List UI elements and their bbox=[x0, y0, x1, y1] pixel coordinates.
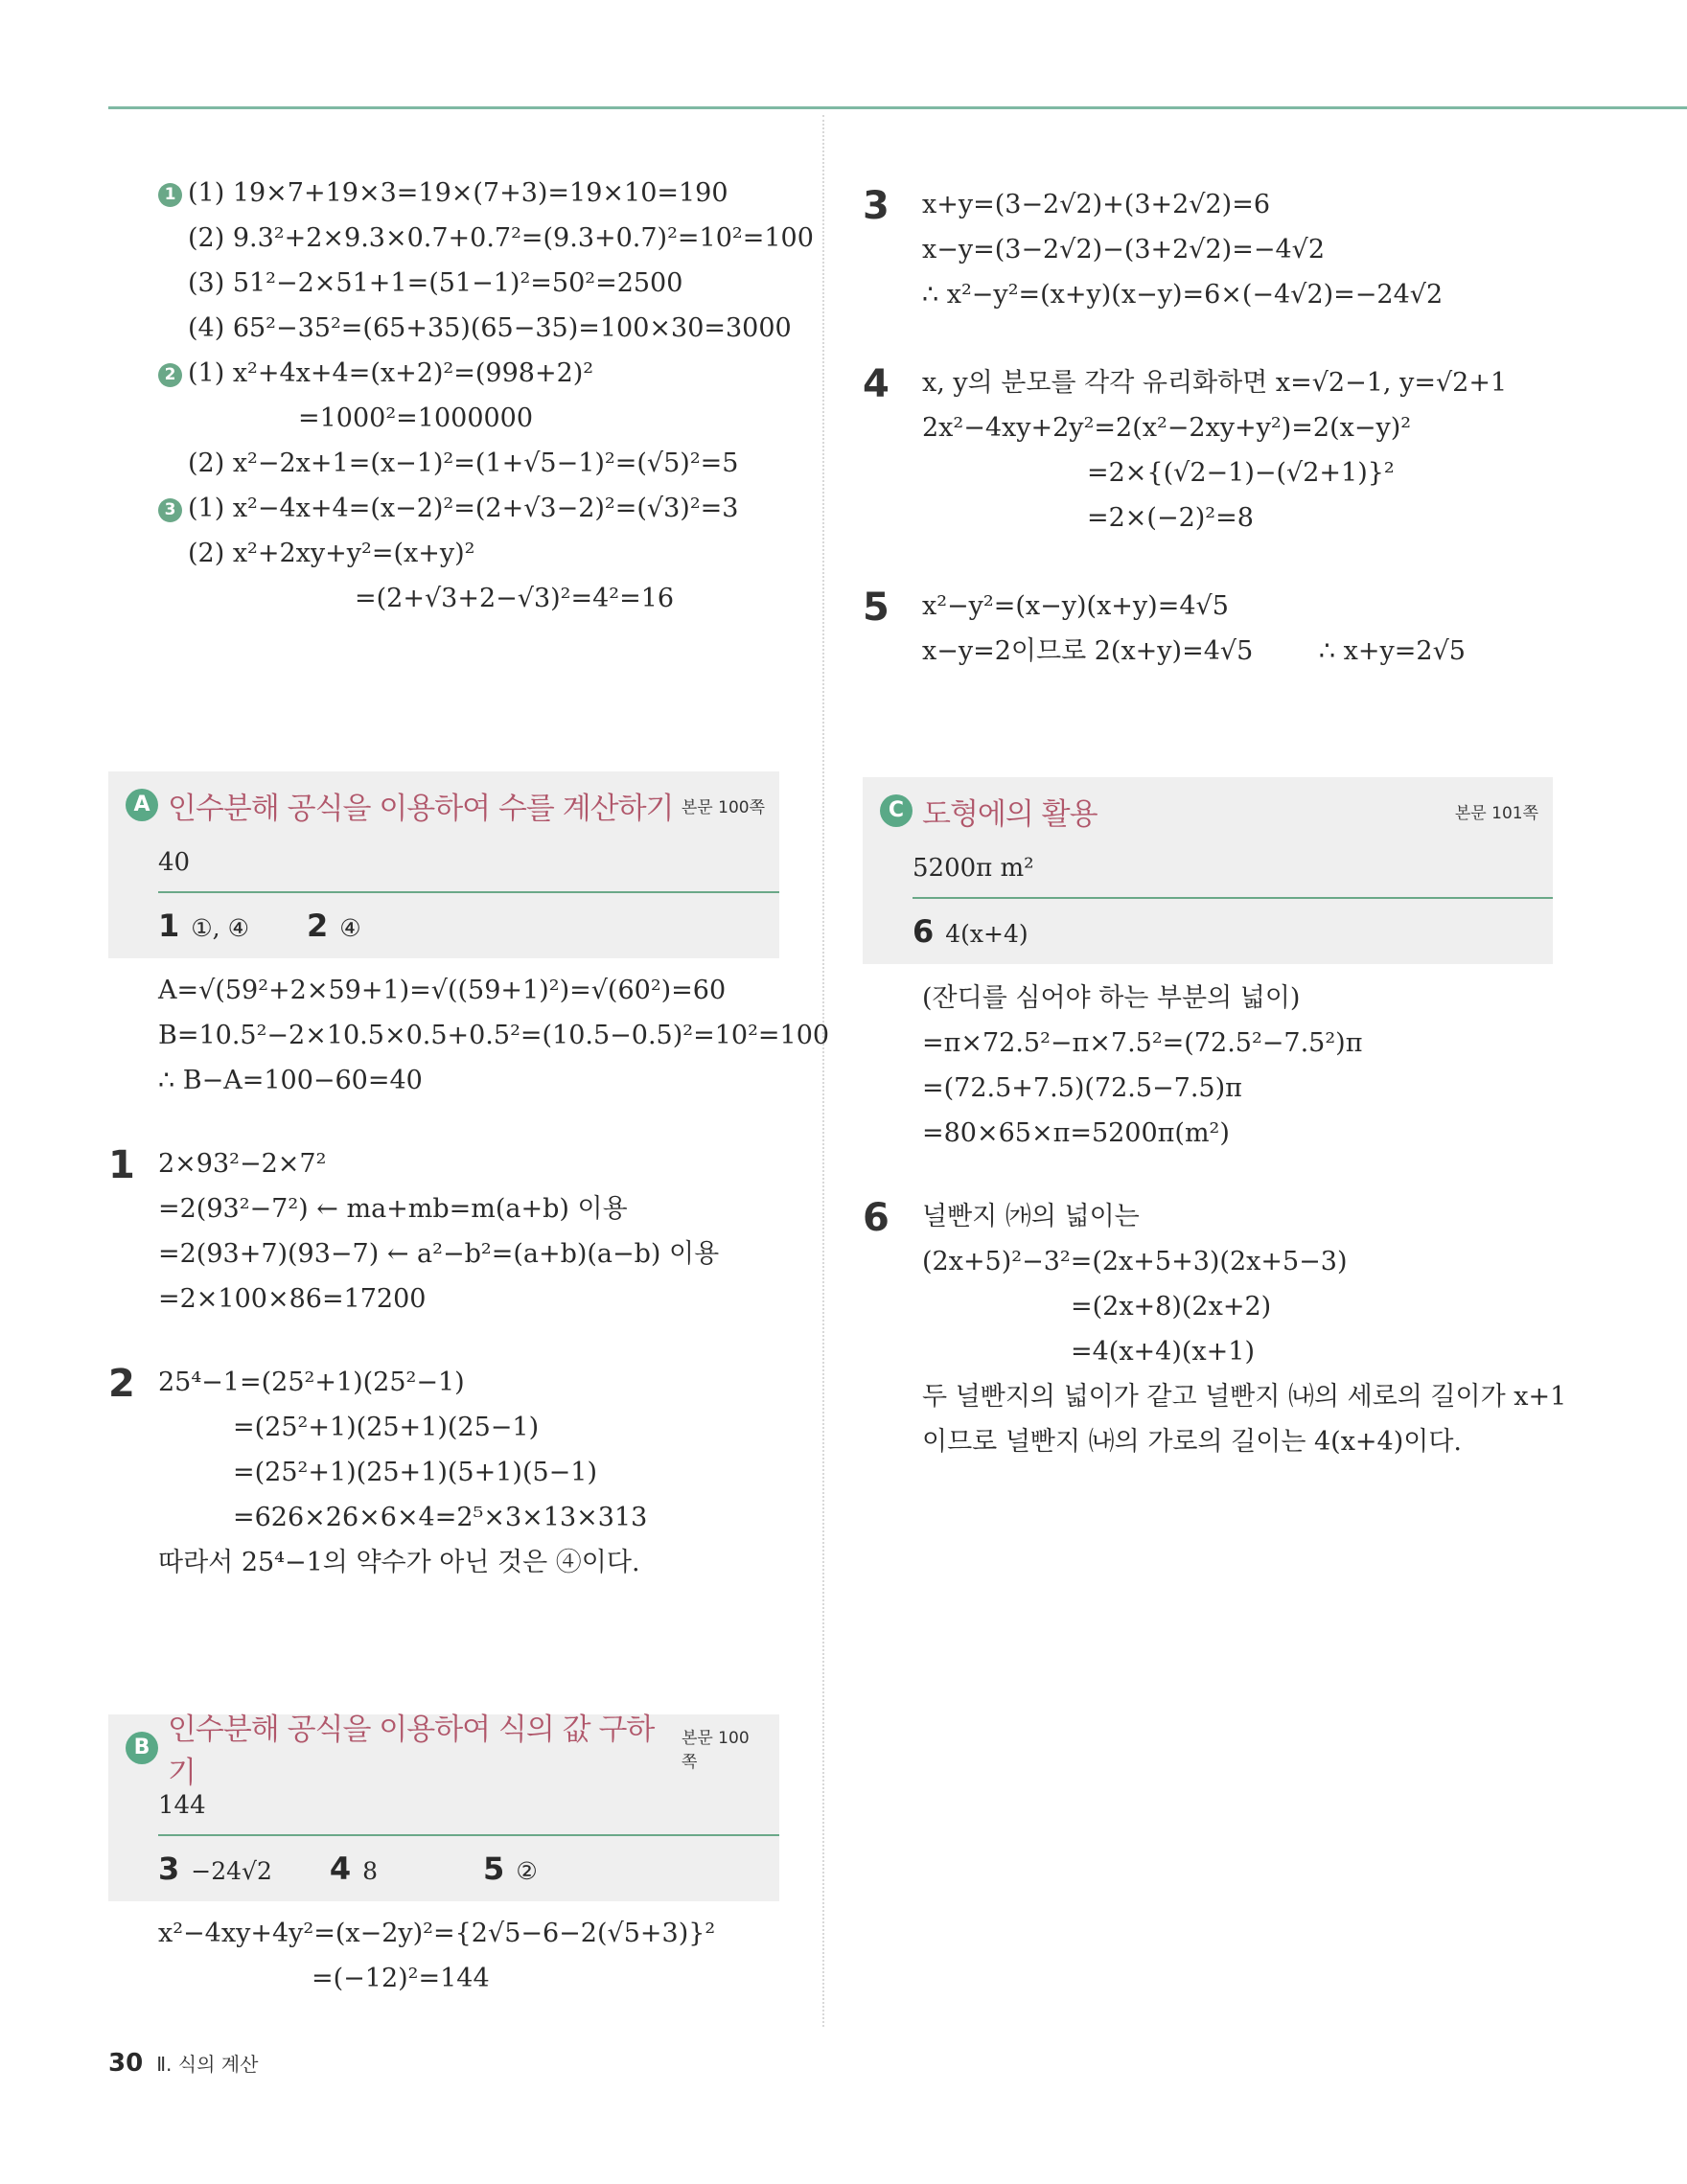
problem-5-number: 5 bbox=[863, 586, 890, 630]
problem-3-line: x−y=(3−2√2)−(3+2√2)=−4√2 bbox=[922, 235, 1326, 264]
intro-1-1: (1) 19×7+19×3=19×(7+3)=19×10=190 bbox=[188, 178, 728, 208]
problem-6 bbox=[863, 1194, 1567, 1464]
problem-6-line: 널빤지 ㈎의 넓이는 bbox=[922, 1202, 1140, 1231]
answer-num: 5 bbox=[483, 1851, 505, 1887]
section-a-answer: 40 bbox=[158, 848, 191, 877]
problem-1-line: =2(93+7)(93−7) ← a²−b²=(a+b)(a−b) 이용 bbox=[158, 1239, 720, 1269]
intro-2-1: (1) x²+4x+4=(x+2)²=(998+2)² bbox=[188, 358, 594, 388]
answer-item bbox=[158, 908, 249, 944]
problem-3-line: x+y=(3−2√2)+(3+2√2)=6 bbox=[922, 190, 1271, 219]
answer-item bbox=[307, 908, 361, 944]
answer-num: 4 bbox=[329, 1851, 352, 1887]
section-c-ref: 본문 101쪽 bbox=[1454, 803, 1538, 823]
answer-value: −24√2 bbox=[191, 1857, 272, 1885]
top-rule bbox=[108, 106, 1687, 109]
work-line: =(72.5+7.5)(72.5−7.5)π bbox=[922, 1073, 1242, 1103]
work-line: ∴ B−A=100−60=40 bbox=[158, 1066, 423, 1095]
answer-value: ①, ④ bbox=[191, 914, 249, 942]
problem-5 bbox=[863, 584, 1553, 674]
intro-solutions bbox=[108, 171, 814, 621]
section-a-work bbox=[108, 968, 830, 1103]
problem-6-number: 6 bbox=[863, 1196, 890, 1240]
problem-2-line: 따라서 25⁴−1의 약수가 아닌 것은 ④이다. bbox=[158, 1548, 640, 1577]
answer-num: 6 bbox=[913, 913, 935, 950]
problem-3 bbox=[863, 182, 1553, 317]
section-c-title: 도형에의 활용 bbox=[922, 796, 1098, 832]
problem-2-line: =626×26×6×4=2⁵×3×13×313 bbox=[233, 1503, 648, 1532]
answer-num: 1 bbox=[158, 908, 180, 944]
section-b-work bbox=[108, 1911, 779, 2001]
problem-6-line: =4(x+4)(x+1) bbox=[1071, 1337, 1255, 1367]
section-a-answers bbox=[108, 893, 779, 958]
problem-1-line: 2×93²−2×7² bbox=[158, 1149, 327, 1179]
section-a-badge: A bbox=[126, 789, 158, 821]
answer-value: 4(x+4) bbox=[945, 920, 1028, 948]
problem-5-line: x−y=2이므로 2(x+y)=4√5 ∴ x+y=2√5 bbox=[922, 636, 1466, 666]
section-b-title: 인수분해 공식을 이용하여 식의 값 구하기 bbox=[167, 1713, 655, 1790]
right-column bbox=[863, 172, 1567, 1464]
work-line: =80×65×π=5200π(m²) bbox=[922, 1118, 1230, 1148]
answer-num: 3 bbox=[158, 1851, 180, 1887]
section-a-title: 인수분해 공식을 이용하여 수를 계산하기 bbox=[168, 791, 674, 826]
problem-6-line: 두 널빤지의 넓이가 같고 널빤지 ㈏의 세로의 길이가 x+1 bbox=[922, 1382, 1567, 1412]
section-b-ref: 본문 100쪽 bbox=[681, 1729, 750, 1772]
section-b bbox=[108, 1714, 779, 1901]
intro-2-2: =1000²=1000000 bbox=[298, 403, 534, 433]
problem-6-line: 이므로 널빤지 ㈏의 가로의 길이는 4(x+4)이다. bbox=[922, 1427, 1462, 1457]
intro-2-3: (2) x²−2x+1=(x−1)²=(1+√5−1)²=(√5)²=5 bbox=[188, 448, 739, 478]
problem-2-number: 2 bbox=[108, 1362, 135, 1406]
problem-4-line: 2x²−4xy+2y²=2(x²−2xy+y²)=2(x−y)² bbox=[922, 413, 1412, 443]
problem-1-number: 1 bbox=[108, 1143, 135, 1187]
problem-2-line: =(25²+1)(25+1)(5+1)(5−1) bbox=[233, 1458, 597, 1487]
problem-6-line: (2x+5)²−3²=(2x+5+3)(2x+5−3) bbox=[922, 1247, 1348, 1276]
work-line: (잔디를 심어야 하는 부분의 넓이) bbox=[922, 983, 1301, 1013]
left-column bbox=[108, 172, 830, 2001]
intro-1-3: (3) 51²−2×51+1=(51−1)²=50²=2500 bbox=[188, 268, 683, 298]
problem-3-line: ∴ x²−y²=(x+y)(x−y)=6×(−4√2)=−24√2 bbox=[922, 280, 1444, 310]
answer-item bbox=[913, 913, 1028, 950]
answer-value: ② bbox=[516, 1857, 538, 1885]
section-a-ref: 본문 100쪽 bbox=[681, 797, 765, 817]
intro-1-2: (2) 9.3²+2×9.3×0.7+0.7²=(9.3+0.7)²=10²=100 bbox=[188, 223, 814, 253]
column-divider bbox=[822, 115, 824, 2027]
section-b-badge: B bbox=[126, 1732, 158, 1764]
work-line: =π×72.5²−π×7.5²=(72.5²−7.5²)π bbox=[922, 1028, 1363, 1058]
problem-1 bbox=[108, 1141, 779, 1322]
problem-4 bbox=[863, 360, 1553, 540]
badge-2: 2 bbox=[158, 363, 182, 387]
problem-4-line: x, y의 분모를 각각 유리화하면 x=√2−1, y=√2+1 bbox=[922, 368, 1508, 398]
answer-item bbox=[158, 1851, 272, 1887]
section-a bbox=[108, 771, 779, 958]
section-c-answers bbox=[863, 899, 1553, 964]
problem-3-number: 3 bbox=[863, 184, 890, 228]
intro-3-1: (1) x²−4x+4=(x−2)²=(2+√3−2)²=(√3)²=3 bbox=[188, 494, 739, 523]
section-c-badge: C bbox=[880, 794, 913, 827]
section-b-answers bbox=[108, 1836, 779, 1901]
section-b-answer: 144 bbox=[158, 1791, 206, 1820]
chapter-title: Ⅱ. 식의 계산 bbox=[156, 2053, 259, 2076]
problem-2-line: =(25²+1)(25+1)(25−1) bbox=[233, 1413, 540, 1442]
problem-2-line: 25⁴−1=(25²+1)(25²−1) bbox=[158, 1368, 465, 1397]
answer-item bbox=[330, 1851, 378, 1887]
badge-1: 1 bbox=[158, 183, 182, 207]
problem-4-number: 4 bbox=[863, 362, 890, 406]
answer-value: 8 bbox=[362, 1857, 379, 1885]
intro-1-4: (4) 65²−35²=(65+35)(65−35)=100×30=3000 bbox=[188, 313, 792, 343]
section-c-answer: 5200π m² bbox=[913, 854, 1034, 883]
work-line: x²−4xy+4y²=(x−2y)²={2√5−6−2(√5+3)}² bbox=[158, 1919, 716, 1948]
problem-2 bbox=[108, 1360, 779, 1585]
page-number: 30 bbox=[108, 2049, 144, 2078]
answer-num: 2 bbox=[306, 908, 329, 944]
problem-1-line: =2×100×86=17200 bbox=[158, 1284, 427, 1314]
answer-value: ④ bbox=[339, 914, 361, 942]
problem-5-line: x²−y²=(x−y)(x+y)=4√5 bbox=[922, 591, 1229, 621]
page-footer bbox=[108, 2049, 258, 2078]
answer-item bbox=[483, 1851, 538, 1887]
problem-1-line: =2(93²−7²) ← ma+mb=m(a+b) 이용 bbox=[158, 1194, 628, 1224]
badge-3: 3 bbox=[158, 498, 182, 522]
intro-3-2: (2) x²+2xy+y²=(x+y)² bbox=[188, 539, 475, 568]
section-c-work bbox=[863, 976, 1553, 1156]
section-c bbox=[863, 777, 1553, 964]
problem-4-line: =2×(−2)²=8 bbox=[1087, 503, 1254, 533]
work-line: B=10.5²−2×10.5×0.5+0.5²=(10.5−0.5)²=10²=100 bbox=[158, 1021, 830, 1050]
intro-3-3: =(2+√3+2−√3)²=4²=16 bbox=[355, 584, 675, 613]
problem-6-line: =(2x+8)(2x+2) bbox=[1071, 1292, 1272, 1322]
problem-4-line: =2×{(√2−1)−(√2+1)}² bbox=[1087, 458, 1395, 488]
work-line: A=√(59²+2×59+1)=√((59+1)²)=√(60²)=60 bbox=[158, 976, 727, 1005]
work-line: =(−12)²=144 bbox=[312, 1964, 490, 1993]
